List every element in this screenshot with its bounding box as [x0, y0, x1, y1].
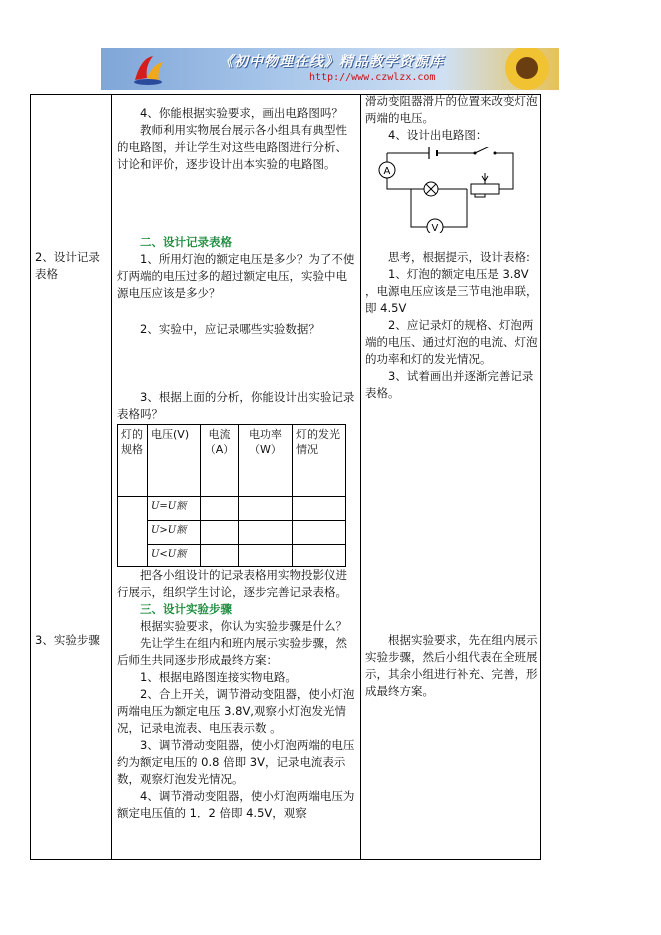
right-circuit-heading: 4、设计出电路图：	[388, 128, 488, 142]
question-circuit: 4、你能根据实验要求，画出电路图吗？	[140, 106, 343, 120]
header-lamp: 灯的规格	[118, 425, 148, 497]
voltmeter-icon	[427, 219, 443, 233]
right-note-slider: 滑动变阻器滑片的位置来改变灯泡两端的电压。	[365, 94, 538, 125]
question-voltage: 1、所用灯泡的额定电压是多少？为了不使灯两端的电压过多的超过额定电压，实验中电源电压应该是多少？	[117, 252, 355, 300]
right-answer-2: 2、应记录灯的规格、灯泡两端的电压、通过灯泡的电流、灯泡的功率和灯的发光情况。	[365, 318, 538, 366]
step-4: 4、调节滑动变阻器，使小灯泡两端电压为额定电压值的 1．2 倍即 4.5V，观察	[117, 789, 355, 820]
steps-intro: 先让学生在组内和班内展示实验步骤，然后师生共同逐步形成最终方案：	[117, 636, 347, 667]
right-steps-note: 根据实验要求，先在组内展示实验步骤，然后小组代表在全班展示，其余小组进行补充、完善，形成最终方案。	[365, 633, 538, 698]
question-steps: 根据实验要求，你认为实验步骤是什么？	[140, 619, 347, 633]
sunflower-icon	[501, 48, 553, 90]
record-table	[117, 424, 346, 567]
step-3: 3、调节滑动变阻器，使小灯泡两端的电压约为额定电压的 0.8 倍即 3V，记录电流表示数，观察灯泡发光情况。	[117, 738, 355, 786]
right-answer-3: 3、试着画出并逐渐完善记录表格。	[365, 369, 534, 400]
banner-title: 《初中物理在线》精品教学资源库	[219, 54, 444, 70]
question-data: 2、实验中，应记录哪些实验数据？	[140, 322, 320, 336]
circuit-diagram	[371, 147, 521, 233]
header-light: 灯的发光情况	[293, 425, 346, 497]
table-row: U=U额	[148, 497, 201, 521]
step-label-experiment-steps: 3、实验步骤	[35, 633, 100, 647]
header-banner	[101, 48, 559, 90]
svg-text:A: A	[383, 166, 391, 177]
right-think-note: 思考，根据提示，设计表格:	[388, 250, 530, 264]
question-table: 3、根据上面的分析，你能设计出实验记录表格吗？	[117, 390, 355, 421]
section-heading-table: 二、设计记录表格	[140, 235, 232, 249]
table-discussion-note: 把各小组设计的记录表格用实物投影仪进行展示，组织学生讨论，逐步完善记录表格。	[117, 568, 347, 599]
table-row: U<U额	[148, 545, 201, 567]
rheostat-icon	[471, 173, 499, 194]
ammeter-icon	[379, 162, 395, 178]
step-2: 2、合上开关，调节滑动变阻器，使小灯泡两端电压为额定电压 3.8V,观察小灯泡发光情况，记录电流表、电压表示数 。	[117, 687, 355, 735]
section-heading-steps: 三、设计实验步骤	[140, 602, 232, 616]
svg-text:V: V	[431, 223, 439, 233]
header-voltage: 电压(V)	[148, 425, 201, 497]
right-answer-1: 1、灯泡的额定电压是 3.8V ，电源电压应该是三节电池串联，即 4.5V	[365, 267, 538, 315]
battery-icon	[429, 147, 437, 159]
banner-url[interactable]: http://www.czwlzx.com	[309, 72, 436, 83]
step-label-design-table: 2、设计记录表格	[35, 250, 100, 281]
header-power: 电功率（W）	[239, 425, 293, 497]
lesson-table	[30, 94, 541, 860]
teacher-circuit-note: 教师利用实物展台展示各小组具有典型性的电路图，并让学生对这些电路图进行分析、讨论和评价，逐步设计出本实验的电路图。	[117, 123, 347, 171]
switch-icon	[474, 147, 497, 155]
step-1: 1、根据电路图连接实物电路。	[140, 670, 297, 684]
logo-icon	[131, 52, 165, 86]
middle-column	[117, 105, 355, 173]
lamp-icon	[424, 182, 438, 196]
table-row: U>U额	[148, 521, 201, 545]
header-current: 电流（A）	[201, 425, 239, 497]
